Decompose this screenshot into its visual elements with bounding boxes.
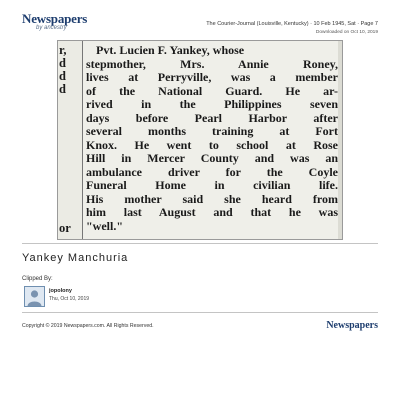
clipping-line: Funeral Home in civilian life. <box>86 178 338 192</box>
divider <box>22 312 378 313</box>
newspapers-logo[interactable] <box>22 11 88 38</box>
download-date: Downloaded on Oct 10, 2019 <box>315 30 378 35</box>
clipping-line: of the National Guard. He ar- <box>86 83 338 98</box>
adjacent-column-text-bottom: or <box>59 221 71 235</box>
divider <box>22 243 378 244</box>
clipped-by-label: Clipped By: <box>22 276 53 282</box>
adjacent-column-fragment <box>58 41 83 239</box>
newspaper-clipping-image <box>57 40 343 240</box>
logo-byline: by ancestry <box>36 25 67 31</box>
clipping-line: ambulance driver for the Coyle <box>86 164 338 179</box>
clipping-line: Hill in Mercer County and was an <box>86 151 338 165</box>
logo-wordmark: Newspapers <box>22 11 88 26</box>
clipping-line: "well." <box>86 218 123 233</box>
clipping-line: Knox. He went to school at Rose <box>86 137 338 152</box>
clipper-username[interactable]: jopolony <box>49 288 72 294</box>
clip-date: Thu, Oct 10, 2019 <box>49 296 90 302</box>
copyright-notice: Copyright © 2019 Newspapers.com. All Rights Reserved. <box>22 323 154 329</box>
clipping-line: days before Pearl Harbor after <box>86 110 338 125</box>
clipping-line: several months training at Fort <box>86 124 338 138</box>
adjacent-column-text: r, d d d <box>59 43 67 96</box>
user-avatar[interactable] <box>24 286 45 307</box>
clipping-line: lives at Perryville, was a member <box>86 70 338 84</box>
clip-title: Yankey Manchuria <box>22 252 129 264</box>
footer-newspapers-logo[interactable]: Newspapers <box>326 320 378 331</box>
user-silhouette-icon <box>25 287 44 306</box>
clipping-right-edge <box>338 41 342 239</box>
clipping-line: His mother said she heard from <box>86 191 338 206</box>
clipping-line: Pvt. Lucien F. Yankey, whose <box>96 43 245 57</box>
clipping-line: stepmother, Mrs. Annie Roney, <box>86 56 338 71</box>
clipping-line: him last August and that he was <box>86 205 338 219</box>
clipping-article-text <box>86 44 338 233</box>
clipping-line: rived in the Philippines seven <box>86 97 338 111</box>
publication-info: The Courier-Journal (Louisville, Kentucky) · 10 Feb 1945, Sat · Page 7 <box>206 21 378 27</box>
